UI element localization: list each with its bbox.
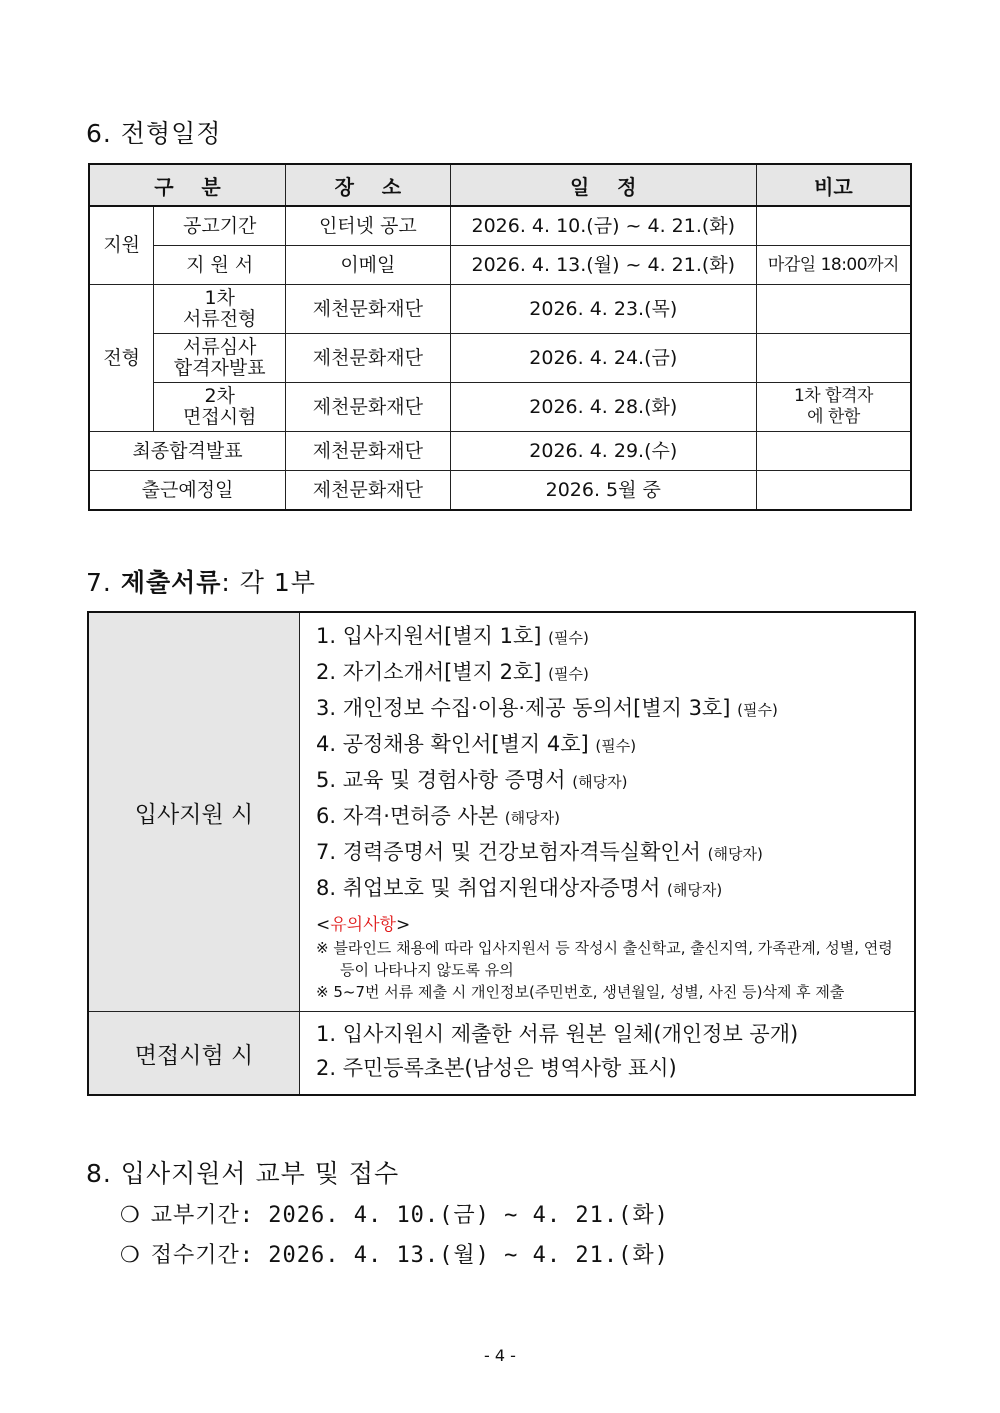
doc-paren: (필수) [548,629,589,647]
doc-paren: (해당자) [572,773,628,791]
row-date: 2026. 4. 28.(화) [450,383,756,432]
interview-label: 면접시험 시 [88,1012,300,1096]
table-row [89,246,911,285]
row-note [756,334,911,383]
row-sub [154,285,286,334]
group-apply: 지원 [89,206,154,285]
row-note: 마감일 18:00까지 [756,246,911,285]
page-number: - 4 - [484,1346,516,1365]
row-note-line1: 1차 합격자 [793,386,873,406]
schedule-header-row [89,164,911,206]
doc-paren: (필수) [595,737,637,755]
caution-open: < [316,915,331,935]
receipt-period: 접수기간: 2026. 4. 13.(월) ~ 4. 21.(화) [150,1243,669,1268]
row-sub-line2: 합격자발표 [173,357,266,379]
row-place: 제천문화재단 [286,383,451,432]
doc-paren: (해당자) [667,881,723,899]
list-item: 1. 입사지원시 제출한 서류 원본 일체(개인정보 공개) [316,1022,799,1046]
section-7-title [86,563,316,599]
row-place: 제천문화재단 [286,432,451,471]
row-place: 제천문화재단 [286,285,451,334]
doc-text: 8. 취업보호 및 취업지원대상자증명서 [316,876,661,900]
list-item [120,1198,669,1229]
doc-text: 6. 자격·면허증 사본 [316,804,499,828]
row-note [756,432,911,471]
row-note [756,383,911,432]
doc-paren: (해당자) [504,809,560,827]
row-date: 2026. 5월 중 [450,471,756,511]
row-sub-line2: 서류전형 [182,308,257,330]
caution-close: > [395,915,411,935]
list-item [316,727,906,763]
doc-text: 4. 공정채용 확인서[별지 4호] [316,732,589,756]
doc-text: 3. 개인정보 수집·이용·제공 동의서[별지 3호] [316,696,731,720]
schedule-table [88,163,912,511]
row-date: 2026. 4. 24.(금) [450,334,756,383]
header-note: 비고 [756,164,911,206]
group-screen: 전형 [89,285,154,432]
table-row [89,383,911,432]
row-label: 출근예정일 [89,471,286,511]
list-item: 2. 주민등록초본(남성은 병역사항 표시) [316,1056,677,1080]
header-place: 장 소 [286,164,451,206]
apply-label: 입사지원 시 [88,612,300,1012]
remark-item: ※ 블라인드 채용에 따라 입사지원서 등 작성시 출신학교, 출신지역, 가족관계, 성별, 연령 등이 나타나지 않도록 유의 [316,939,893,979]
bullet-circle-icon: ❍ [120,1203,141,1228]
row-sub-line1: 서류심사 [182,336,257,358]
table-row [89,432,911,471]
list-item [316,691,906,727]
row-sub-line1: 2차 [204,385,235,407]
caution-heading [316,913,906,937]
table-row [89,206,911,246]
section-8-title: 8. 입사지원서 교부 및 접수 [86,1159,400,1188]
doc-paren: (필수) [737,701,778,719]
row-place: 이메일 [286,246,451,285]
documents-row-interview [88,1012,915,1096]
table-row [89,334,911,383]
apply-documents [300,612,916,1012]
doc-paren: (해당자) [707,845,763,863]
doc-text: 2. 자기소개서[별지 2호] [316,660,542,684]
row-note-line2: 에 한함 [807,407,860,427]
row-label: 최종합격발표 [89,432,286,471]
row-sub-line2: 면접시험 [182,406,257,428]
remark-item: ※ 5~7번 서류 제출 시 개인정보(주민번호, 생년월일, 성별, 사진 등)삭제 후 제출 [316,983,845,1001]
interview-documents [300,1012,916,1096]
documents-table [87,611,916,1096]
row-sub: 지 원 서 [154,246,286,285]
section-7-number: 7. [86,568,112,597]
row-note [756,206,911,246]
row-date: 2026. 4. 13.(월) ~ 4. 21.(화) [450,246,756,285]
section-6-title: 6. 전형일정 [86,119,222,148]
doc-paren: (필수) [548,665,589,683]
documents-row-apply [88,612,915,1012]
list-item [316,871,906,907]
list-item [316,799,906,835]
bullet-circle-icon: ❍ [120,1243,141,1268]
row-place: 제천문화재단 [286,471,451,511]
doc-text: 1. 입사지원서[별지 1호] [316,624,542,648]
row-sub: 공고기간 [154,206,286,246]
issue-period: 교부기간: 2026. 4. 10.(금) ~ 4. 21.(화) [150,1203,669,1228]
row-sub [154,334,286,383]
table-row [89,285,911,334]
row-place: 제천문화재단 [286,334,451,383]
row-sub-line1: 1차 [204,287,235,309]
header-category: 구 분 [89,164,286,206]
row-note [756,285,911,334]
table-row [89,471,911,511]
caution-label: 유의사항 [330,915,396,935]
section-7-title-bold: 제출서류 [120,568,222,597]
row-date: 2026. 4. 23.(목) [450,285,756,334]
list-item [316,763,906,799]
list-item [316,835,906,871]
doc-text: 7. 경력증명서 및 건강보험자격득실확인서 [316,840,701,864]
row-place: 인터넷 공고 [286,206,451,246]
row-note [756,471,911,511]
row-date: 2026. 4. 10.(금) ~ 4. 21.(화) [450,206,756,246]
row-sub [154,383,286,432]
doc-text: 5. 교육 및 경험사항 증명서 [316,768,566,792]
header-schedule: 일 정 [450,164,756,206]
list-item [316,655,906,691]
list-item [316,619,906,655]
row-date: 2026. 4. 29.(수) [450,432,756,471]
list-item [120,1238,669,1269]
section-7-title-rest: : 각 1부 [221,568,316,597]
